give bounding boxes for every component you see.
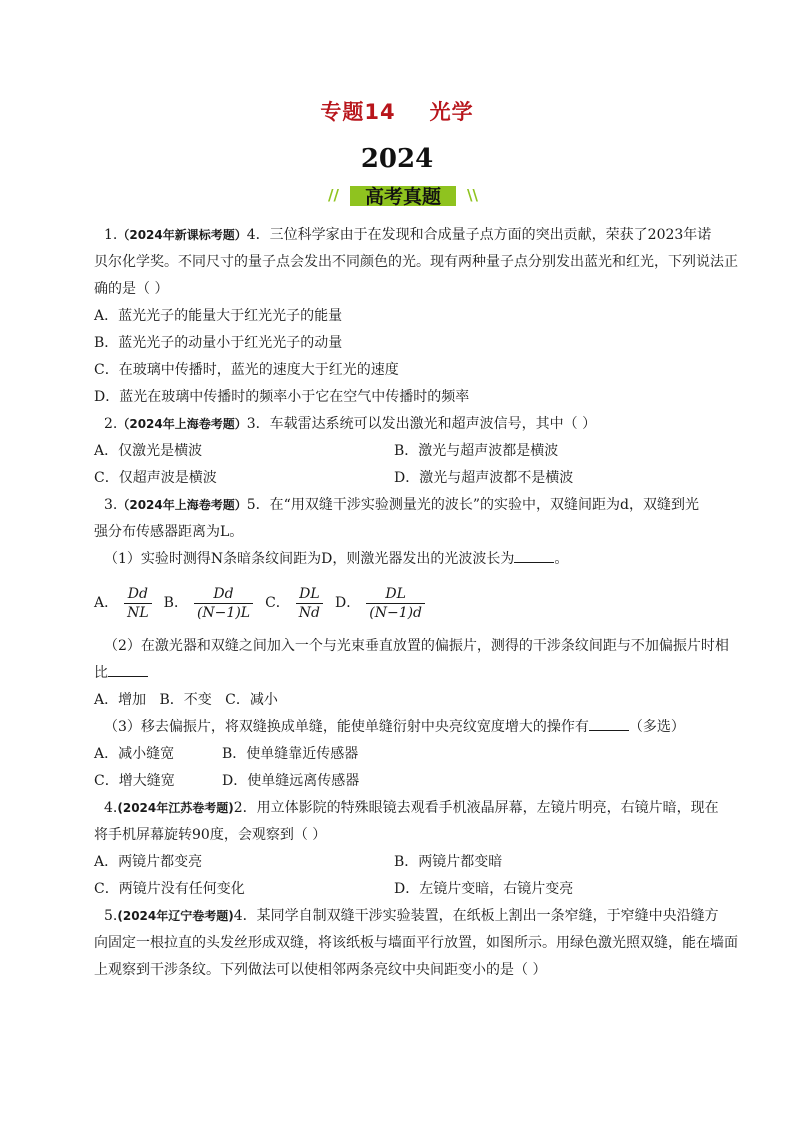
q3-sub2-option-c: C．减小 — [225, 692, 278, 708]
q1-stem-line2: 贝尔化学奖。不同尺寸的量子点会发出不同颜色的光。现有两种量子点分别发出蓝光和红光，下列说法正 — [94, 254, 738, 270]
q3-sub3-option-c: C．增大缝宽 — [94, 773, 175, 789]
q2-option-d: D．激光与超声波都不是横波 — [394, 470, 574, 486]
q3-option-c: C． $\frac{DL}{Nd}$ — [265, 585, 323, 622]
q4-option-c: C．两镜片没有任何变化 — [94, 881, 245, 897]
q3-sub2-option-a: A．增加 — [94, 692, 147, 708]
q3-sub2-option-b: B．不变 — [159, 692, 212, 708]
section-banner — [328, 178, 478, 210]
q2-stem: 2.（2024年上海卷考题）3．车载雷达系统可以发出激光和超声波信号，其中（ ） — [104, 416, 597, 432]
q2-option-b: B．激光与超声波都是横波 — [394, 443, 559, 459]
fraction: $\frac{DL}{(N-1)d}$ — [366, 585, 425, 622]
q2-source: （2024年上海卷考题） — [117, 417, 247, 431]
answer-blank — [108, 662, 148, 677]
banner-label: 高考真题 — [364, 186, 441, 208]
q2-options-row1 — [94, 438, 724, 465]
q1-option-b: B．蓝光光子的动量小于红光光子的动量 — [94, 335, 343, 351]
fraction: $\frac{Dd}{NL}$ — [124, 585, 152, 622]
q5-stem-line3: 上观察到干涉条纹。下列做法可以使相邻两条亮纹中央间距变小的是（ ） — [94, 962, 547, 978]
q4-option-a: A．两镜片都变亮 — [94, 854, 203, 870]
question-list — [94, 222, 738, 984]
q2-option-a: A．仅激光是横波 — [94, 443, 203, 459]
q2-option-c: C．仅超声波是横波 — [94, 470, 217, 486]
q3-sub2-line2: 比 — [94, 660, 724, 687]
q3-sub2-line1: （2）在激光器和双缝之间加入一个与光束垂直放置的偏振片，测得的干涉条纹间距与不加偏振片时相 — [104, 638, 729, 654]
fraction: $\frac{DL}{Nd}$ — [296, 585, 323, 622]
q2-options-row2 — [94, 465, 724, 492]
q1-option-d: D．蓝光在玻璃中传播时的频率小于它在空气中传播时的频率 — [94, 389, 470, 405]
fraction: $\frac{Dd}{(N-1)L}$ — [194, 585, 253, 622]
q3-stem-line1: 3.（2024年上海卷考题）5．在“用双缝干涉实验测量光的波长”的实验中，双缝间距为d，双缝到光 — [104, 497, 699, 513]
q4-stem-line1: 4.(2024年江苏卷考题)2．用立体影院的特殊眼镜去观看手机液晶屏幕，左镜片明亮，右镜片暗，现在 — [104, 800, 719, 816]
q3-source: （2024年上海卷考题） — [117, 498, 247, 512]
q1-stem-line3: 确的是（ ） — [94, 281, 169, 297]
q1-option-c: C．在玻璃中传播时，蓝光的速度大于红光的速度 — [94, 362, 399, 378]
q3-option-b: B． $\frac{Dd}{(N-1)L}$ — [164, 585, 253, 622]
q1-source: （2024年新课标考题） — [117, 228, 247, 242]
q4-source: (2024年江苏卷考题) — [117, 801, 234, 815]
q3-sub3-option-a: A．减小缝宽 — [94, 746, 175, 762]
q4-option-d: D．左镜片变暗，右镜片变亮 — [394, 881, 574, 897]
title-subject: 光学 — [429, 100, 474, 124]
q3-sub3-options-row1 — [94, 741, 724, 768]
q3-sub3-option-b: B．使单缝靠近传感器 — [222, 746, 359, 762]
q3-sub3-options-row2 — [94, 768, 724, 795]
q3-stem-line2: 强分布传感器距离为L。 — [94, 524, 244, 540]
q4-options-row2 — [94, 876, 724, 903]
q3-sub3: （3）移去偏振片，将双缝换成单缝，能使单缝衍射中央亮纹宽度增大的操作有 （多选） — [94, 714, 724, 741]
q3-sub2-options — [94, 687, 724, 714]
q1-stem-line1: 1.（2024年新课标考题）4．三位科学家由于在发现和合成量子点方面的突出贡献，荣获了2023年诺 — [104, 227, 712, 243]
q3-option-d: D． $\frac{DL}{(N-1)d}$ — [335, 585, 425, 622]
q3-sub1: （1）实验时测得N条暗条纹间距为D，则激光器发出的光波波长为 。 — [94, 546, 724, 573]
page-title — [0, 96, 794, 126]
q4-options-row1 — [94, 849, 724, 876]
title-topic-number: 专题14 — [320, 100, 396, 124]
banner-right-slashes-icon: \\ — [467, 186, 478, 204]
q3-sub1-options — [94, 573, 724, 633]
q5-stem-line1: 5.(2024年辽宁卷考题)4．某同学自制双缝干涉实验装置，在纸板上割出一条窄缝，于窄缝中央沿缝方 — [104, 908, 719, 924]
q4-stem-line2: 将手机屏幕旋转90度，会观察到（ ） — [94, 827, 327, 843]
year-heading: 2024 — [360, 144, 434, 174]
banner-left-slashes-icon: // — [328, 186, 339, 204]
q5-source: (2024年辽宁卷考题) — [117, 909, 234, 923]
answer-blank — [589, 716, 629, 731]
q3-sub3-option-d: D．使单缝远离传感器 — [222, 773, 360, 789]
answer-blank — [514, 548, 554, 563]
q5-stem-line2: 向固定一根拉直的头发丝形成双缝，将该纸板与墙面平行放置，如图所示。用绿色激光照双缝，能在墙面 — [94, 935, 738, 951]
q4-option-b: B．两镜片都变暗 — [394, 854, 503, 870]
q1-option-a: A．蓝光光子的能量大于红光光子的能量 — [94, 308, 343, 324]
q3-option-a: A． $\frac{Dd}{NL}$ — [94, 585, 152, 622]
